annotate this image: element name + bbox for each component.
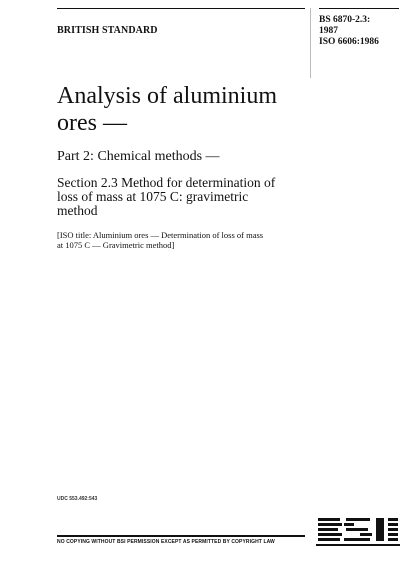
publisher-label: BRITISH STANDARD	[57, 25, 158, 36]
header-standard-id	[319, 8, 399, 48]
header-publisher	[57, 8, 305, 37]
part-heading: Part 2: Chemical methods —	[57, 149, 220, 164]
standard-year: 1987	[319, 26, 338, 36]
section-heading	[57, 176, 307, 218]
section-line-3: method	[57, 203, 98, 218]
header-divider	[310, 8, 311, 78]
iso-title-note	[57, 230, 307, 250]
iso-title-line-1: [ISO title: Aluminium ores — Determination of loss of mass	[57, 230, 264, 240]
document-title	[57, 83, 307, 137]
footer-rule	[57, 535, 305, 537]
copyright-notice: NO COPYING WITHOUT BSI PERMISSION EXCEPT AS PERMITTED BY COPYRIGHT LAW	[57, 539, 275, 545]
title-line-2: ores —	[57, 110, 127, 136]
section-line-1: Section 2.3 Method for determination of	[57, 175, 276, 190]
udc-code: UDC 553.492:543	[57, 496, 98, 502]
standard-number: BS 6870-2.3:	[319, 15, 371, 25]
bsi-logo-icon	[316, 512, 400, 550]
iso-number: ISO 6606:1986	[319, 37, 379, 47]
title-line-1: Analysis of aluminium	[57, 83, 277, 109]
section-line-2: loss of mass at 1075 C: gravimetric	[57, 189, 249, 204]
iso-title-line-2: at 1075 C — Gravimetric method]	[57, 240, 175, 250]
